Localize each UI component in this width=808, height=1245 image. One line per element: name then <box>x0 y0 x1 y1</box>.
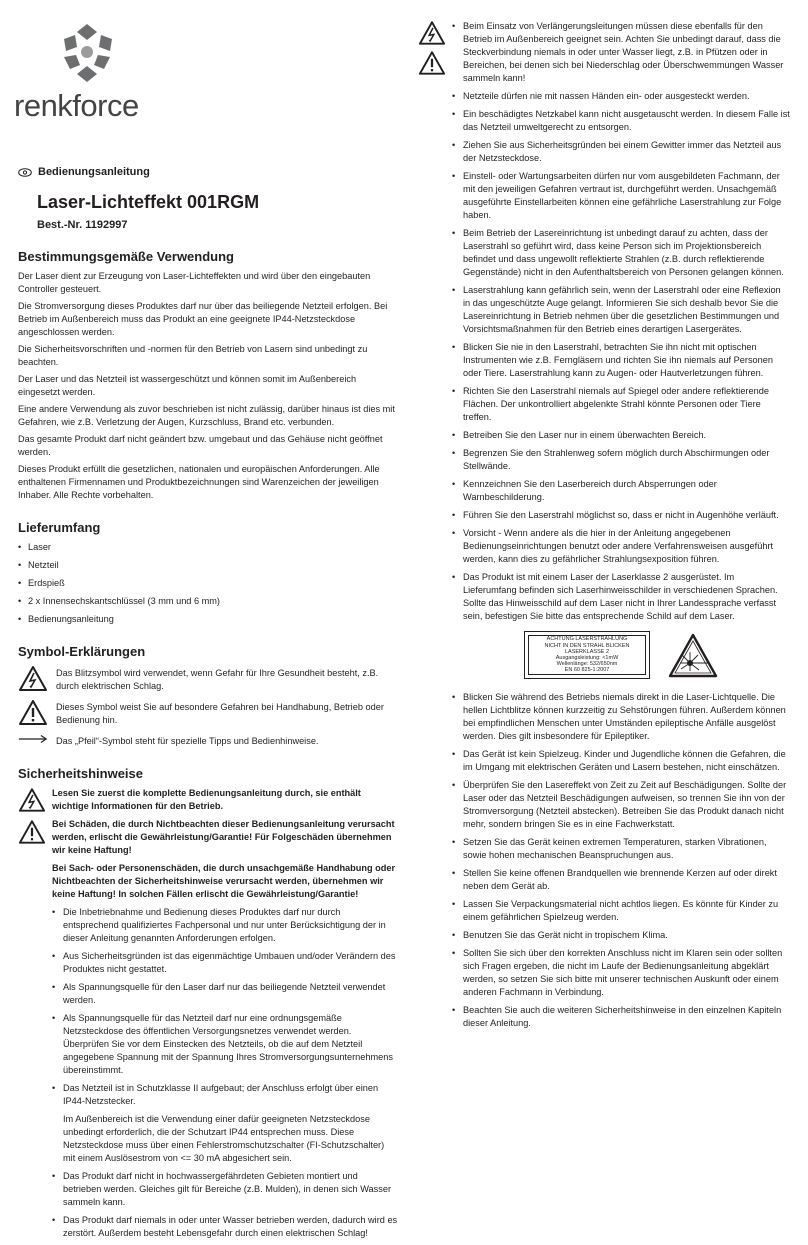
list-item: • Beachten Sie auch die weiteren Sicherheitshinweise in den einzelnen Kapiteln dieser Anleitung. <box>452 1004 790 1030</box>
safety-icons <box>18 787 46 1245</box>
label-line: Ausgangsleistung: <1mW <box>555 655 619 661</box>
safety-list-right-1 <box>452 20 790 623</box>
exclamation-warning-icon <box>18 819 46 845</box>
list-item: • Laser <box>18 541 398 554</box>
list-item: • Ziehen Sie aus Sicherheitsgründen bei einem Gewitter immer das Netzteil aus der Netzsteckdose. <box>452 139 790 165</box>
symbol-row-arrow <box>18 733 398 748</box>
list-item: • Ein beschädigtes Netzkabel kann nicht ausgetauscht werden. In diesem Falle ist das Netzteil umweltgerecht zu entsorgen. <box>452 108 790 134</box>
paragraph: Die Stromversorgung dieses Produktes darf nur über das beiliegende Netzteil erfolgen. Bei Betrieb im Außenbereich muss das Produkt an eine geeignete IP44-Netzsteckdose angeschlossen werden. <box>18 301 388 337</box>
exclamation-warning-icon <box>18 699 48 726</box>
document-title: Laser-Lichteffekt 001RGM <box>37 192 260 212</box>
brand-name: renkforce <box>14 88 139 123</box>
list-item: • Netzteil <box>18 559 398 572</box>
list-item: • Begrenzen Sie den Strahlenweg sofern möglich durch Abschirmungen oder Stellwände. <box>452 447 790 473</box>
list-item: • Vorsicht - Wenn andere als die hier in der Anleitung angegebenen Bedienungseinrichtungen benutzt oder andere Verfahrensweisen ausgeführt werden, kann dies zu gefährlicher Strahlungsexposition führen. <box>452 527 790 566</box>
paragraph: Dieses Produkt erfüllt die gesetzlichen, nationalen und europäischen Anforderungen. Alle enthaltenen Firmennamen und Produktbezeichnungen sind Warenzeichen der jeweiligen Inhaber. Alle Rechte vorbehalten. <box>18 464 380 500</box>
symbol-row-warning <box>18 699 398 727</box>
safety-block <box>18 787 398 1245</box>
order-number: Best.-Nr. 1192997 <box>37 219 128 231</box>
list-item: • Aus Sicherheitsgründen ist das eigenmächtige Umbauen und/oder Verändern des Produktes nicht gestattet. <box>52 950 398 976</box>
label-line: ACHTUNG LASERSTRAHLUNG <box>546 636 628 643</box>
laser-class-label <box>524 631 650 679</box>
list-item: • Das Produkt darf nicht in hochwassergefährdeten Gebieten montiert und betrieben werden. Gleiches gilt für Bereiche (z.B. Mulden), in denen sich Wasser sammeln kann. <box>52 1170 398 1209</box>
paragraph: Eine andere Verwendung als zuvor beschrieben ist nicht zulässig, darüber hinaus ist dies mit Gefahren, wie z.B. Verletzung der Augen, Kurzschluss, Brand etc. verbunden. <box>18 404 395 427</box>
list-item: • Richten Sie den Laserstrahl niemals auf Spiegel oder andere reflektierende Flächen. Der unkontrolliert abgelenkte Strahl könnte Personen oder Tiere treffen. <box>452 385 790 424</box>
safety-text <box>52 787 398 1245</box>
list-item: • Blicken Sie während des Betriebs niemals direkt in die Laser-Lichtquelle. Die hellen Lichtblitze können kurzzeitig zu Sehstörungen führen. Außerdem können bei empfindlichen Menschen unter Umständen epileptische Anfälle ausgelöst werden. Dies gilt insbesondere für Epileptiker. <box>452 691 790 743</box>
manual-label <box>18 166 398 178</box>
laser-hazard-icon <box>668 633 718 678</box>
paragraph: Der Laser und das Netzteil ist wassergeschützt und können somit im Außenbereich eingesetzt werden. <box>18 374 357 397</box>
label-line: EN 60 825-1:2007 <box>564 667 610 674</box>
list-item: • Als Spannungsquelle für das Netzteil darf nur eine ordnungsgemäße Netzsteckdose des öffentlichen Versorgungsnetzes verwendet werden. Überprüfen Sie vor dem Einstecken des Netzteils, ob die auf dem Netzteil angegebene Spannung mit der Spannung Ihres Stromversorgungsunternehmens übereinstimmt. <box>52 1012 398 1077</box>
list-item: • 2 x Innensechskantschlüssel (3 mm und 6 mm) <box>18 595 398 608</box>
list-item: • Beim Einsatz von Verlängerungsleitungen müssen diese ebenfalls für den Betrieb im Außenbereich geeignet sein. Achten Sie unbedingt darauf, dass die Steckverbindung niemals in oder unter Wasser liegt, z.B. in Pfützen oder in Bereichen, bei denen sich bei Niederschlag oder Überschwemmungen Wasser sammeln kann! <box>452 20 790 85</box>
eye-icon <box>18 168 32 177</box>
list-item: • Überprüfen Sie den Lasereffekt von Zeit zu Zeit auf Beschädigungen. Sollte der Laser oder das Netzteil Beschädigungen aufweisen, so trennen Sie ihn von der Stromversorgung (Netzteil abstecken). Betreiben Sie das Produkt danach nicht mehr, sondern bringen Sie es in eine Fachwerkstatt. <box>452 779 790 831</box>
heading-delivery-contents: Lieferumfang <box>18 520 101 535</box>
symbol-desc-warning: Dieses Symbol weist Sie auf besondere Gefahren bei Handhabung, Betrieb oder Bedienung hin. <box>56 702 384 725</box>
safety-bold-paragraph: Bei Sach- oder Personenschäden, die durch unsachgemäße Handhabung oder Nichtbeachten der Sicherheitshinweise verursacht werden, übernehmen wir keine Haftung! In solchen Fällen erlischt die Gewährleistung/Garantie! <box>52 863 396 899</box>
label-line: NICHT IN DEN STRAHL BLICKEN <box>544 642 630 649</box>
list-item: • Einstell- oder Wartungsarbeiten dürfen nur vom ausgebildeten Fachmann, der mit den jeweiligen Gefahren vertraut ist, durchgeführt werden. Unsachgemäß ausgeführte Einstellarbeiten können eine gefährliche Laserstrahlung zur Folge haben. <box>452 170 790 222</box>
safety-bold-paragraph: Lesen Sie zuerst die komplette Bedienungsanleitung durch, sie enthält wichtige Informationen für den Betrieb. <box>52 788 361 811</box>
list-item: • Die Inbetriebnahme und Bedienung dieses Produktes darf nur durch entsprechend qualifiziertes Fachpersonal und nur unter Berücksichtigung der in dieser Anleitung genannten Anforderungen erfolgen. <box>52 906 398 945</box>
list-item: • Stellen Sie keine offenen Brandquellen wie brennende Kerzen auf oder direkt neben dem Gerät ab. <box>452 867 790 893</box>
list-item: • Kennzeichnen Sie den Laserbereich durch Absperrungen oder Warnbeschilderung. <box>452 478 790 504</box>
list-item: • Netzteile dürfen nie mit nassen Händen ein- oder ausgesteckt werden. <box>452 90 790 103</box>
renkforce-logo-icon <box>54 22 120 86</box>
list-item: • Bedienungsanleitung <box>18 613 398 626</box>
safety-list <box>52 906 398 1108</box>
paragraph: Das gesamte Produkt darf nicht geändert bzw. umgebaut und das Gehäuse nicht geöffnet werden. <box>18 434 383 457</box>
manual-label-text: Bedienungsanleitung <box>38 166 150 178</box>
paragraph: Die Sicherheitsvorschriften und -normen für den Betrieb von Lasern sind unbedingt zu beachten. <box>18 344 368 367</box>
right-safety-text <box>452 20 790 1035</box>
right-column <box>418 20 790 1035</box>
list-item: • Lassen Sie Verpackungsmaterial nicht achtlos liegen. Es könnte für Kinder zu einem gefährlichen Spielzeug werden. <box>452 898 790 924</box>
lightning-warning-icon <box>18 665 48 692</box>
list-item: • Das Produkt ist mit einem Laser der Laserklasse 2 ausgerüstet. Im Lieferumfang befinden sich Laserhinweisschilder in verschiedenen Sprachen. Sollte das Hinweisschild auf dem Laser nicht in Ihrer Landessprache verfasst sein, befestigen Sie bitte das entsprechende Schild auf dem Laser. <box>452 571 790 623</box>
list-item: • Sollten Sie sich über den korrekten Anschluss nicht im Klaren sein oder sollten sich Fragen ergeben, die nicht im Laufe der Bedienungsanleitung abgeklärt werden, so setzen Sie sich bitte mit unserer technischen Auskunft oder einem anderen Fachmann in Verbindung. <box>452 947 790 999</box>
list-item: • Benutzen Sie das Gerät nicht in tropischem Klima. <box>452 929 790 942</box>
symbol-row-lightning <box>18 665 398 693</box>
heading-symbol-explanations: Symbol-Erklärungen <box>18 644 146 659</box>
safety-sub-paragraph: Im Außenbereich ist die Verwendung einer dafür geeigneten Netzsteckdose unbedingt erforderlich, die der Schutzart IP44 entsprechen muss. Diese Netzsteckdose muss über einen Fehlerstromschutzschalter (FI-Schutzschalter) mit einem Auslösestrom von <= 30 mA abgesichert sein. <box>63 1114 385 1163</box>
lightning-warning-icon <box>18 787 46 813</box>
symbol-desc-arrow: Das „Pfeil“-Symbol steht für spezielle Tipps und Bedienhinweise. <box>56 736 319 746</box>
label-line: LASERKLASSE 2 <box>564 648 610 655</box>
delivery-list <box>18 541 398 626</box>
laser-warning-labels <box>452 631 790 679</box>
heading-safety: Sicherheitshinweise <box>18 766 143 781</box>
safety-list-right-2 <box>452 691 790 1030</box>
heading-intended-use: Bestimmungsgemäße Verwendung <box>18 249 234 264</box>
arrow-right-icon <box>18 733 48 745</box>
safety-bold-paragraph: Bei Schäden, die durch Nichtbeachten dieser Bedienungsanleitung verursacht werden, erlischt die Gewährleistung/Garantie! Für Folgeschäden übernehmen wir keine Haftung! <box>52 819 395 855</box>
list-item: • Beim Betrieb der Lasereinrichtung ist unbedingt darauf zu achten, dass der Laserstrahl so geführt wird, dass keine Person sich im Projektionsbereich befindet und dass ungewollt reflektierte Strahlen (z.B. durch reflektierende Gegenstände) nicht in den Aufenthaltsbereich von Personen gelangen können. <box>452 227 790 279</box>
exclamation-warning-icon <box>418 50 446 76</box>
list-item: • Blicken Sie nie in den Laserstrahl, betrachten Sie ihn nicht mit optischen Instrumenten wie z.B. Ferngläsern und richten Sie ihn niemals auf Personen oder Tiere. Laserstrahlung kann zu Augen- oder Hautverletzungen führen. <box>452 341 790 380</box>
list-item: • Setzen Sie das Gerät keinen extremen Temperaturen, starken Vibrationen, sowie hohen mechanischen Beanspruchungen aus. <box>452 836 790 862</box>
paragraph: Der Laser dient zur Erzeugung von Laser-Lichteffekten und wird über den eingebauten Controller gesteuert. <box>18 271 371 294</box>
safety-list-2 <box>52 1170 398 1240</box>
list-item: • Laserstrahlung kann gefährlich sein, wenn der Laserstrahl oder eine Reflexion in das ungeschützte Auge gelangt. Informieren Sie sich deshalb bevor Sie die Lasereinrichtung in Betrieb nehmen über die gesetzlichen Bestimmungen und Vorsichtsmaßnahmen für den Betrieb eines derartigen Lasergerätes. <box>452 284 790 336</box>
list-item: • Als Spannungsquelle für den Laser darf nur das beiliegende Netzteil verwendet werden. <box>52 981 398 1007</box>
list-item: • Das Netzteil ist in Schutzklasse II aufgebaut; der Anschluss erfolgt über einen IP44-Netzstecker. <box>52 1082 398 1108</box>
list-item: • Das Gerät ist kein Spielzeug. Kinder und Jugendliche können die Gefahren, die im Umgang mit elektrischen Geräten und Lasern bestehen, nicht einschätzen. <box>452 748 790 774</box>
list-item: • Erdspieß <box>18 577 398 590</box>
list-item: • Führen Sie den Laserstrahl möglichst so, dass er nicht in Augenhöhe verläuft. <box>452 509 790 522</box>
label-line: Wellenlänge: 532/650nm <box>556 661 618 668</box>
right-safety-icons <box>418 20 446 1035</box>
list-item: • Betreiben Sie den Laser nur in einem überwachten Bereich. <box>452 429 790 442</box>
right-safety-block <box>418 20 790 1035</box>
lightning-warning-icon <box>418 20 446 46</box>
list-item: • Das Produkt darf niemals in oder unter Wasser betrieben werden, dadurch wird es zerstört. Außerdem besteht Lebensgefahr durch einen elektrischen Schlag! <box>52 1214 398 1240</box>
symbol-desc-lightning: Das Blitzsymbol wird verwendet, wenn Gefahr für Ihre Gesundheit besteht, z.B. durch elektrischen Schlag. <box>56 668 379 691</box>
left-column <box>18 166 398 1245</box>
